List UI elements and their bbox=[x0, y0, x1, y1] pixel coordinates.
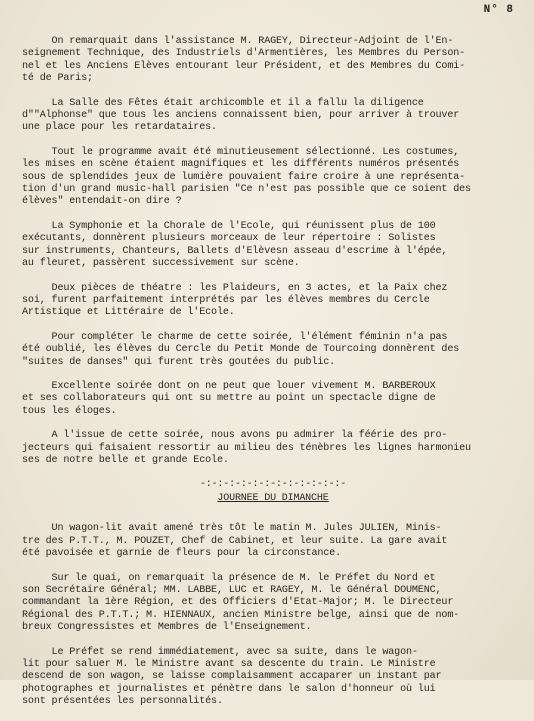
text-line: Artistique et Littéraire de l'Ecole. bbox=[22, 307, 235, 319]
text-line: Deux pièces de théatre : les Plaideurs, en 3 actes, et la Paix chez bbox=[22, 282, 448, 294]
text-line: sur instruments, Chanteurs, Ballets d'Elèvesn asseau d'escrime à l'épée, bbox=[22, 245, 448, 257]
paragraph bbox=[22, 283, 524, 320]
document-body bbox=[22, 36, 524, 721]
paragraph bbox=[22, 430, 524, 467]
text-line: Régional des P.T.T.; M. HIENNAUX, ancien Ministre belge, ainsi que de nom- bbox=[22, 609, 460, 621]
text-line: Pour compléter le charme de cette soirée, l'élément féminin n'a pas bbox=[22, 331, 448, 343]
text-line: d""Alphonse" que tous les anciens connaissent bien, pour arriver à trouver bbox=[22, 110, 460, 122]
text-line: La Salle des Fêtes était archicomble et il a fallu la diligence bbox=[22, 97, 424, 109]
text-line: Tout le programme avait été minutieusement sélectionné. Les costumes, bbox=[22, 146, 460, 158]
text-line: au fleuret, passèrent successivement sur scène. bbox=[22, 258, 300, 270]
text-line: lit pour saluer M. le Ministre avant sa descente du train. Le Ministre bbox=[22, 659, 436, 671]
text-line: A l'issue de cette soirée, nous avons pu admirer la féérie des pro- bbox=[22, 430, 448, 442]
paragraph bbox=[22, 221, 524, 271]
text-line: seignement Technique, des Industriels d'Armentières, les Membres du Person- bbox=[22, 48, 466, 60]
text-line: et ses collaborateurs qui ont su mettre au point un spectacle digne de bbox=[22, 393, 436, 405]
paragraph bbox=[22, 147, 524, 209]
text-line: jecteurs qui faisaient ressortir au milieu des ténèbres les lignes harmonieu bbox=[22, 442, 471, 454]
paragraph bbox=[22, 381, 524, 418]
text-line: Excellente soirée dont on ne peut que louer vivement M. BARBEROUX bbox=[22, 380, 436, 392]
text-line: La Symphonie et la Chorale de l'Ecole, qui réunissent plus de 100 bbox=[22, 220, 436, 232]
text-line: nel et les Anciens Elèves entourant leur Président, et des Membres du Comi- bbox=[22, 60, 466, 72]
text-line: élèves" entendait-on dire ? bbox=[22, 196, 182, 208]
text-line: sous de splendides jeux de lumière pouvaient faire croire à une représenta- bbox=[22, 171, 466, 183]
text-line: té de Paris; bbox=[22, 73, 93, 85]
text-line: ses de notre belle et grande Ecole. bbox=[22, 454, 229, 466]
section-heading: JOURNEE DU DIMANCHE bbox=[217, 493, 329, 505]
sunday-section bbox=[22, 523, 524, 708]
text-line: les mises en scène étaient magnifiques et les différents numéros présentés bbox=[22, 159, 460, 171]
text-line: tous les éloges. bbox=[22, 405, 117, 417]
text-line: soi, furent parfaitement interprétés par les élèves membres du Cercle bbox=[22, 294, 430, 306]
paragraph bbox=[22, 573, 524, 635]
text-line: tion d'un grand music-hall parisien "Ce n'est pas possible que ce soient des bbox=[22, 184, 471, 196]
separator-line: -:-:-:-:-:-:-:-:-:-:-:-:- bbox=[199, 479, 347, 491]
text-line: été oublié, les élèves du Cercle du Petit Monde de Tourcoing donnèrent des bbox=[22, 344, 460, 356]
text-line: Sur le quai, on remarquait la présence de M. le Préfet du Nord et bbox=[22, 572, 436, 584]
page-number: N° 8 bbox=[483, 4, 514, 16]
text-line: On remarquait dans l'assistance M. RAGEY, Directeur-Adjoint de l'En- bbox=[22, 36, 454, 47]
text-line: Le Préfet se rend immédiatement, avec sa suite, dans le wagon- bbox=[22, 646, 418, 658]
paragraph bbox=[22, 36, 524, 86]
text-line: son Secrétaire Général; MM. LABBE, LUC et RAGEY, M. le Général DOUMENC, bbox=[22, 585, 442, 596]
evening-section bbox=[22, 36, 524, 467]
text-line: sont présentées les personnalités. bbox=[22, 696, 223, 708]
text-line: commandant la 1ère Région, et des Officiers d'Etat-Major; M. le Directeur bbox=[22, 597, 454, 609]
text-line: été pavoisée et garnie de fleurs pour la circonstance. bbox=[22, 548, 341, 560]
text-line: une place pour les retardataires. bbox=[22, 122, 217, 134]
paragraph bbox=[22, 647, 524, 709]
paragraph bbox=[22, 332, 524, 369]
text-line: descend de son wagon, se laisse complaisamment accaparer un instant par bbox=[22, 671, 442, 683]
text-line: "suites de danses" qui furent très goutées du public. bbox=[22, 356, 336, 368]
text-line: photographes et journalistes et pénètre dans le salon d'honneur où lui bbox=[22, 683, 436, 695]
text-line: tre des P.T.T., M. POUZET, Chef de Cabinet, et leur suite. La gare avait bbox=[22, 535, 448, 547]
paragraph bbox=[22, 98, 524, 135]
text-line: exécutants, donnèrent plusieurs morceaux de leur répertoire : Solistes bbox=[22, 233, 436, 245]
text-line: breux Congressistes et Membres de l'Enseignement. bbox=[22, 622, 312, 634]
paragraph bbox=[22, 523, 524, 560]
text-line: Un wagon-lit avait amené très tôt le matin M. Jules JULIEN, Minis- bbox=[22, 523, 442, 535]
